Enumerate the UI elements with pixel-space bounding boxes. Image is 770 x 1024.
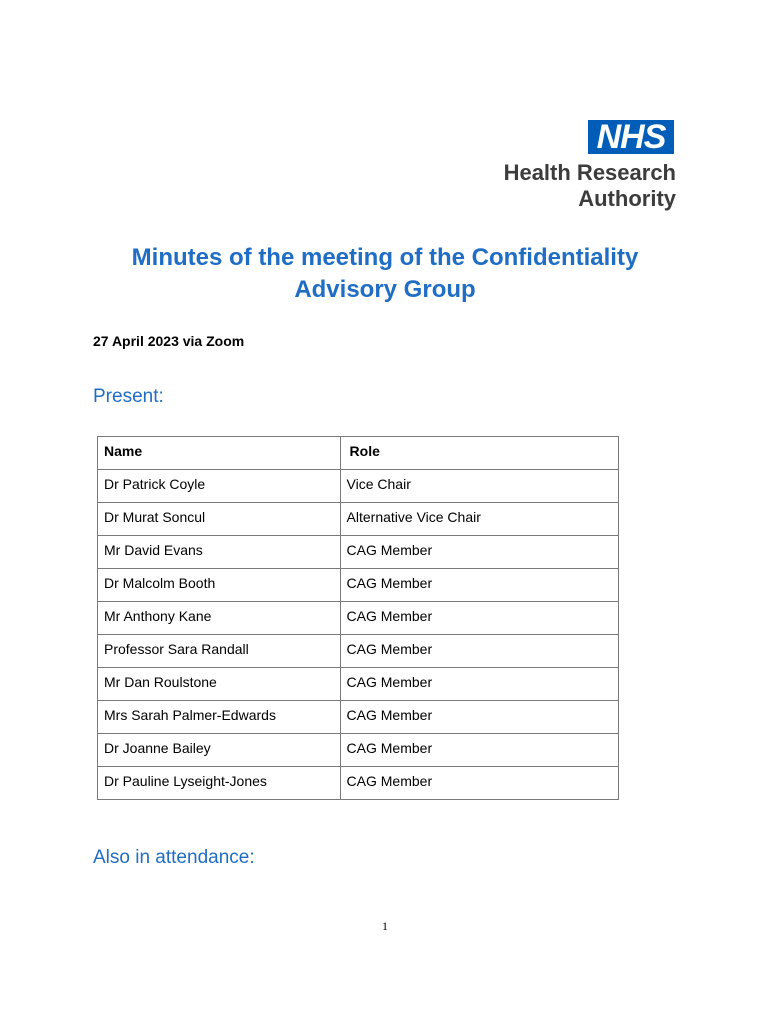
table-row bbox=[98, 767, 619, 800]
table-header-row bbox=[98, 437, 619, 470]
attendee-name: Dr Pauline Lyseight-Jones bbox=[98, 767, 341, 800]
page-number: 1 bbox=[382, 919, 388, 933]
column-header-role: Role bbox=[340, 437, 618, 470]
column-header-name: Name bbox=[98, 437, 341, 470]
attendee-role: CAG Member bbox=[340, 701, 618, 734]
attendee-name: Mr Anthony Kane bbox=[98, 602, 341, 635]
attendees-table bbox=[97, 436, 619, 800]
nhs-logo-box: NHS bbox=[588, 120, 674, 154]
attendee-role: CAG Member bbox=[340, 668, 618, 701]
attendee-name: Dr Malcolm Booth bbox=[98, 569, 341, 602]
table-row bbox=[98, 701, 619, 734]
attendee-name: Mr Dan Roulstone bbox=[98, 668, 341, 701]
attendee-role: CAG Member bbox=[340, 767, 618, 800]
table-row bbox=[98, 503, 619, 536]
table-row bbox=[98, 668, 619, 701]
table-row bbox=[98, 734, 619, 767]
attendance-heading: Also in attendance: bbox=[93, 847, 255, 868]
attendee-name: Professor Sara Randall bbox=[98, 635, 341, 668]
table-row bbox=[98, 602, 619, 635]
attendee-role: CAG Member bbox=[340, 569, 618, 602]
attendee-name: Dr Patrick Coyle bbox=[98, 470, 341, 503]
attendee-role: Alternative Vice Chair bbox=[340, 503, 618, 536]
attendee-role: Vice Chair bbox=[340, 470, 618, 503]
logo-org-line-2: Authority bbox=[578, 186, 676, 211]
attendee-name: Dr Joanne Bailey bbox=[98, 734, 341, 767]
table-row bbox=[98, 635, 619, 668]
title-line-1: Minutes of the meeting of the Confidentiality bbox=[131, 244, 639, 271]
attendee-name: Mrs Sarah Palmer-Edwards bbox=[98, 701, 341, 734]
table-row bbox=[98, 569, 619, 602]
attendee-role: CAG Member bbox=[340, 602, 618, 635]
nhs-hra-logo bbox=[488, 120, 676, 212]
table-row bbox=[98, 470, 619, 503]
logo-org-line-1: Health Research bbox=[503, 160, 676, 185]
attendee-name: Dr Murat Soncul bbox=[98, 503, 341, 536]
table-row bbox=[98, 536, 619, 569]
attendee-role: CAG Member bbox=[340, 536, 618, 569]
attendee-role: CAG Member bbox=[340, 734, 618, 767]
present-heading: Present: bbox=[93, 386, 164, 407]
document-title bbox=[60, 242, 710, 306]
title-line-2: Advisory Group bbox=[294, 276, 476, 303]
attendee-role: CAG Member bbox=[340, 635, 618, 668]
meeting-date: 27 April 2023 via Zoom bbox=[93, 333, 245, 349]
attendee-name: Mr David Evans bbox=[98, 536, 341, 569]
